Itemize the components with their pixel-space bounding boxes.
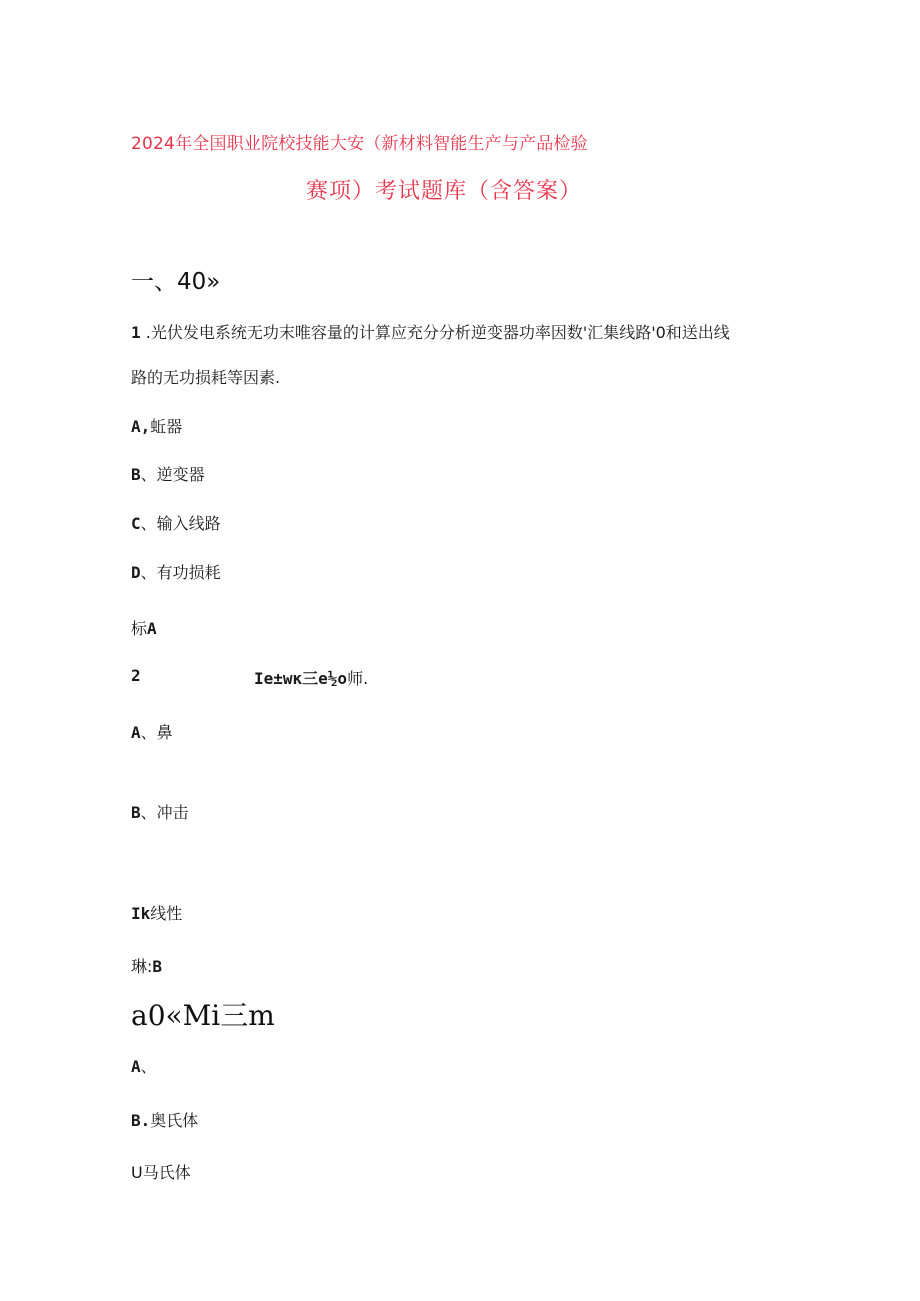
q1-text-line1: .光伏发电系统无功末唯容量的计算应充分分析逆变器功率因数'汇集线路'0和送出线 <box>145 323 730 342</box>
q2-option-a <box>131 720 173 743</box>
q3-heading: a0«Mi三m <box>131 999 275 1032</box>
q3-option-a-text: 、 <box>140 1057 157 1076</box>
q1-answer <box>131 616 157 639</box>
q2-text-tail: 师. <box>347 669 369 688</box>
q2-extra-label: Ik <box>131 904 151 923</box>
q2-option-a-text: 、鼻 <box>140 723 173 742</box>
q2-number: 2 <box>131 666 141 685</box>
q1-option-c-text: 、输入线路 <box>140 514 221 533</box>
q2-extra-option <box>131 901 182 924</box>
q2-option-a-label: A <box>131 723 141 742</box>
q3-option-b-label: B. <box>131 1111 151 1130</box>
q1-option-d-text: 、有功损耗 <box>140 563 221 582</box>
q1-option-a-label: A, <box>131 417 151 436</box>
q1-option-a <box>131 414 182 437</box>
q2-text <box>254 666 368 689</box>
doc-title-line2: 赛项）考试题库（含答案） <box>306 179 583 204</box>
q1-answer-value: A <box>147 619 157 638</box>
q1-option-d <box>131 560 221 583</box>
q1-option-c-label: C <box>131 514 141 533</box>
q3-option-a-label: A <box>131 1057 141 1076</box>
q1-option-b <box>131 462 205 485</box>
q3-option-b <box>131 1108 198 1131</box>
q3-option-c-label: U <box>131 1163 143 1182</box>
q2-text-bold: Ie±wκ三e½o <box>254 669 348 688</box>
q1-option-b-text: 、逆变器 <box>140 465 205 484</box>
q1-answer-prefix: 标 <box>131 619 148 638</box>
q1-option-a-text: 蚯器 <box>150 417 183 436</box>
doc-title-line1: 2024年全国职业院校技能大安（新材料智能生产与产品检验 <box>131 134 588 154</box>
q2-option-b-text: 、冲击 <box>140 803 189 822</box>
q2-extra-text: 线性 <box>150 904 183 923</box>
q3-option-c-text: 马氏体 <box>142 1163 191 1182</box>
q2-answer-prefix: 琳: <box>131 957 153 976</box>
section-heading: 一、40» <box>131 269 221 295</box>
q3-option-c <box>131 1160 191 1183</box>
q1-number: 1 <box>131 323 141 342</box>
q3-option-a <box>131 1054 157 1077</box>
q2-option-b-label: B <box>131 803 141 822</box>
q1-option-b-label: B <box>131 465 141 484</box>
q1-line1 <box>131 320 730 343</box>
q1-option-c <box>131 511 221 534</box>
q1-option-d-label: D <box>131 563 141 582</box>
q2-option-b <box>131 800 189 823</box>
q2-answer-value: B <box>152 957 163 976</box>
q1-text-line2: 路的无功损耗等因素. <box>131 368 281 387</box>
q3-option-b-text: 奥氏体 <box>150 1111 199 1130</box>
q2-answer <box>131 954 162 977</box>
